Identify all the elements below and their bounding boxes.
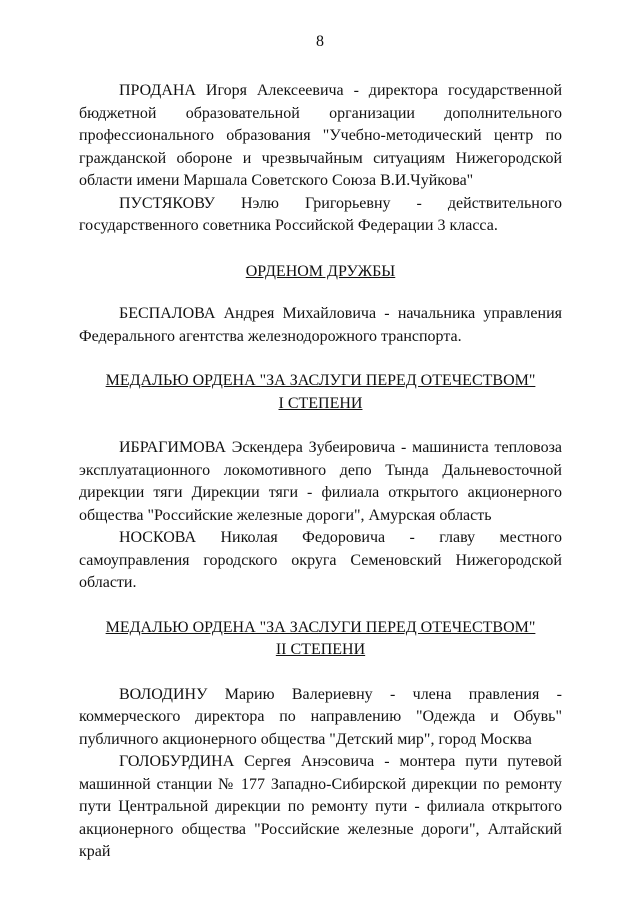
section-heading-medal-2nd-degree (79, 617, 562, 662)
document-body (79, 80, 562, 864)
award-entry-bespalov: БЕСПАЛОВА Андрея Михайловича - начальника управления Федерального агентства железнодорожного транспорта. (79, 305, 562, 345)
heading-line: ОРДЕНОМ ДРУЖБЫ (245, 262, 396, 280)
section-heading-medal-1st-degree (79, 370, 562, 415)
award-entry-prodan: ПРОДАНА Игоря Алексеевича - директора государственной бюджетной образовательной организации дополнительного профессионального образования "Учебно-методический центр по гражданской обороне и чрезвычайным ситуациям Нижегородской области имени Маршала Советского Союза В.И.Чуйкова" (79, 82, 562, 189)
award-entry-ibragimov: ИБРАГИМОВА Эскендера Зубеировича - машиниста тепловоза эксплуатационного локомотивного депо Тында Дальневосточной дирекции тяги Дирекции тяги - филиала открытого акционерного общества "Российские железные дороги", Амурская область (79, 439, 562, 524)
section-heading-order-of-friendship (79, 261, 562, 284)
heading-line-degree: I СТЕПЕНИ (278, 394, 363, 412)
heading-line: МЕДАЛЬЮ ОРДЕНА "ЗА ЗАСЛУГИ ПЕРЕД ОТЕЧЕСТВОМ" (105, 372, 536, 389)
award-entry-pustyakova: ПУСТЯКОВУ Нэлю Григорьевну - действительного государственного советника Российской Федерации 3 класса. (79, 194, 562, 234)
award-entry-noskov: НОСКОВА Николая Федоровича - главу местного самоуправления городского округа Семеновский Нижегородской области. (79, 529, 562, 591)
heading-line: МЕДАЛЬЮ ОРДЕНА "ЗА ЗАСЛУГИ ПЕРЕД ОТЕЧЕСТВОМ" (105, 618, 536, 636)
award-entry-goloburdin: ГОЛОБУРДИНА Сергея Анэсовича - монтера пути путевой машинной станции № 177 Западно-Сибирской дирекции по ремонту пути Центральной дирекции по ремонту пути - филиала открытого акционерного общества "Российские железные дороги", Алтайский край (79, 753, 562, 860)
heading-line-degree: II СТЕПЕНИ (275, 641, 366, 658)
award-entry-volodina: ВОЛОДИНУ Марию Валериевну - члена правления - коммерческого директора по направлению "Одежда и Обувь" публичного акционерного общества "Детский мир", город Москва (79, 685, 562, 748)
page-number: 8 (316, 33, 324, 50)
